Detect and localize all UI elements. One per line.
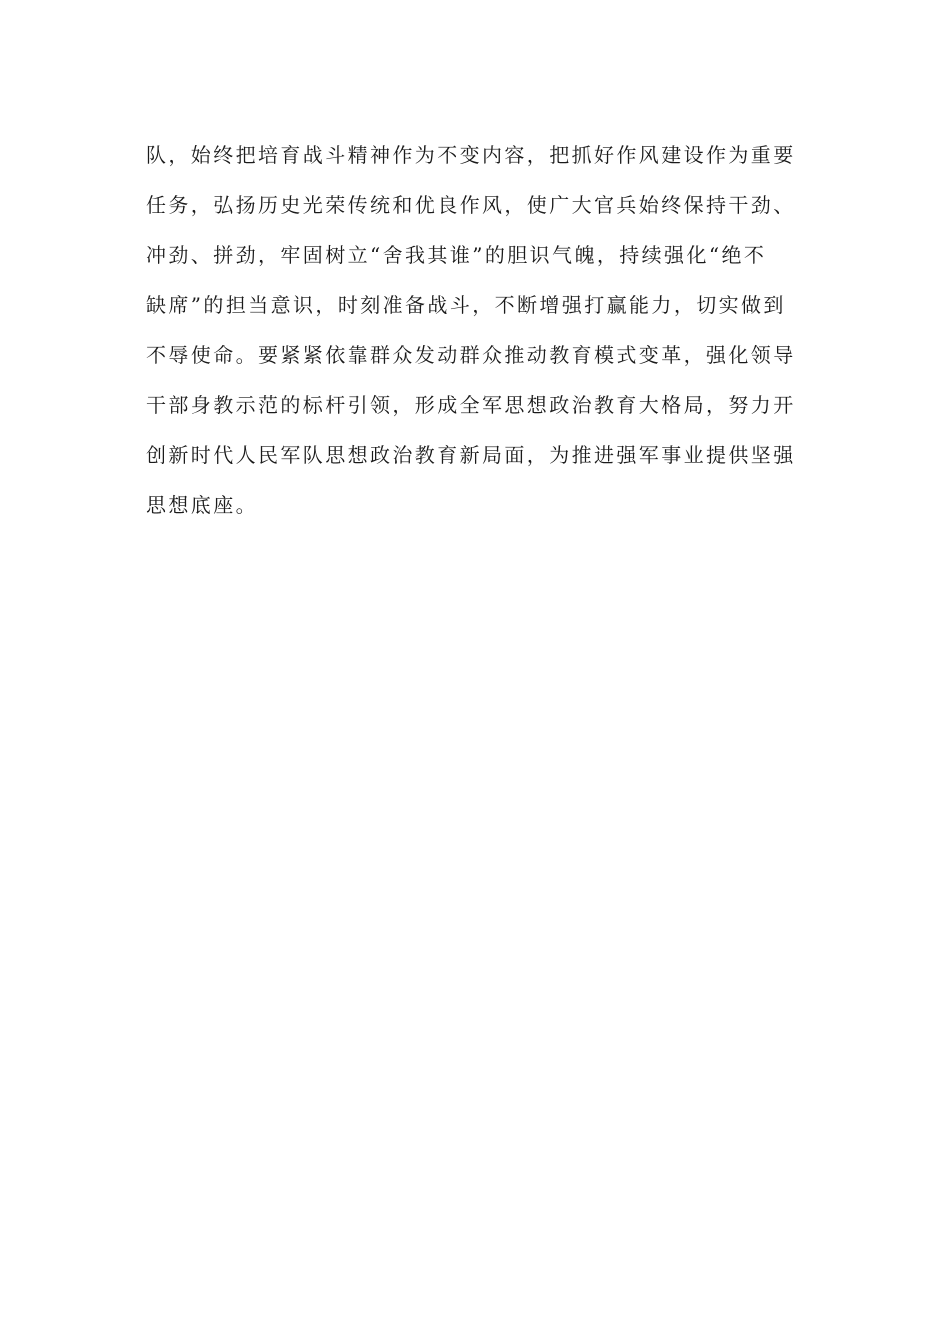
body-paragraph — [146, 130, 806, 530]
paragraph-line-5: 不辱使命。要紧紧依靠群众发动群众推动教育模式变革，强化领导 — [146, 343, 796, 367]
paragraph-line-7: 创新时代人民军队思想政治教育新局面，为推进强军事业提供坚强 — [146, 443, 796, 467]
paragraph-line-6: 干部身教示范的标杆引领，形成全军思想政治教育大格局，努力开 — [146, 393, 796, 417]
paragraph-line-8: 思想底座。 — [146, 493, 258, 517]
paragraph-line-1: 队，始终把培育战斗精神作为不变内容，把抓好作风建设作为重要 — [146, 143, 796, 167]
paragraph-line-4: 缺席”的担当意识，时刻准备战斗，不断增强打赢能力，切实做到 — [146, 293, 786, 317]
paragraph-line-3: 冲劲、拼劲，牢固树立“舍我其谁”的胆识气魄，持续强化“绝不 — [146, 243, 767, 267]
paragraph-line-2: 任务，弘扬历史光荣传统和优良作风，使广大官兵始终保持干劲、 — [146, 193, 796, 217]
